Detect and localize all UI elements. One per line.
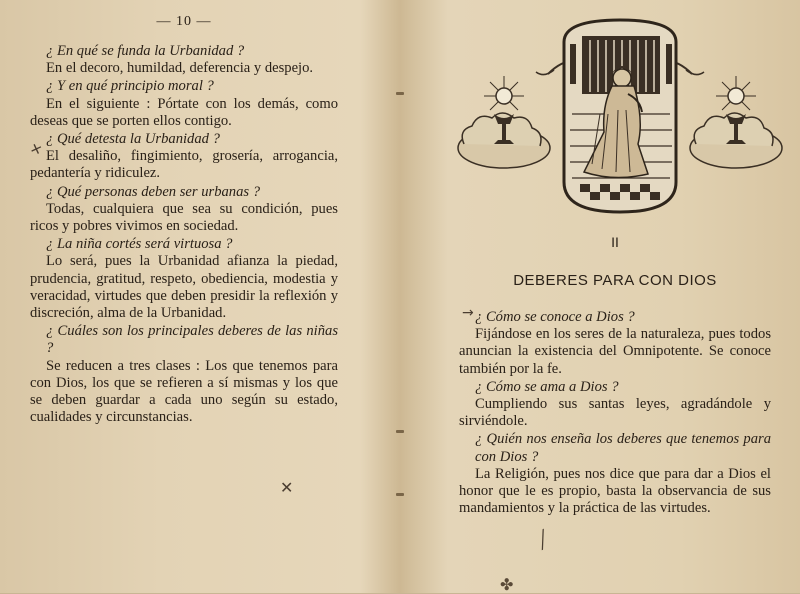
answer: Cumpliendo sus santas leyes, agradándole y sirviéndole. [459, 396, 771, 430]
question: ¿ En qué se funda la Urbanidad ? [46, 43, 245, 59]
question: ¿ Y en qué principio moral ? [46, 78, 214, 95]
monstrance-icon [458, 76, 550, 168]
answer: Lo será, pues la Urbanidad afianza la piedad, prudencia, gratitud, respeto, obediencia, modestia y veracidad, virtudes que deben presidir la reflexión y discreción, alma de la Urbanidad. [30, 253, 338, 322]
question: ¿ Cómo se ama a Dios ? [475, 378, 619, 395]
page-ornament-icon: ✤ [500, 575, 514, 594]
question: ¿ Quién nos enseña los deberes que tenemos para con Dios ? [475, 431, 771, 465]
chapter-title: DEBERES PARA CON DIOS [513, 272, 717, 289]
chapter-illustration [452, 14, 788, 220]
page-number: — 10 — [156, 14, 212, 29]
left-page [0, 0, 400, 593]
answer: Todas, cualquiera que sea su condición, pues ricos y pobres vivimos en sociedad. [30, 200, 338, 235]
question: ¿ La niña cortés será virtuosa ? [46, 236, 233, 253]
question: ¿ Cuáles son los principales deberes de las niñas ? [46, 323, 338, 357]
answer: Se reducen a tres clases : Los que tenemos para con Dios, los que se refieren a sí mismas y los que se deben guardar a cada uno según su estado, cualidades y circunstancias. [30, 357, 338, 426]
right-page-text [459, 308, 771, 517]
pencil-mark-icon: ✕ [27, 140, 45, 160]
pencil-mark-icon: ✕ [280, 478, 294, 497]
left-page-text [27, 42, 338, 426]
monstrance-icon [690, 76, 782, 168]
kneeling-girl-altar-illustration [564, 20, 676, 212]
question: ¿ Cómo se conoce a Dios ? [475, 309, 635, 325]
pencil-mark-icon: ╱ [534, 528, 552, 551]
question: ¿ Qué detesta la Urbanidad ? [46, 131, 220, 148]
answer: En el siguiente : Pórtate con los demás, como deseas que se porten ellos contigo. [30, 95, 338, 129]
answer: El desaliño, fingimiento, grosería, arrogancia, pedantería y ridiculez. [30, 148, 338, 182]
answer: Fijándose en los seres de la naturaleza, pues todos anuncian la existencia del Omnipotente. Se conoce también por la fe. [459, 326, 771, 377]
answer: En el decoro, humildad, deferencia y despejo. [46, 60, 314, 77]
right-page [400, 0, 800, 593]
question: ¿ Qué personas deben ser urbanas ? [46, 183, 261, 200]
answer: La Religión, pues nos dice que para dar a Dios el honor que le es propio, basta la observancia de sus mandamientos y la práctica de las virtudes. [459, 465, 771, 517]
chapter-number: II [611, 234, 619, 250]
pencil-arrow-icon: → [462, 305, 474, 321]
